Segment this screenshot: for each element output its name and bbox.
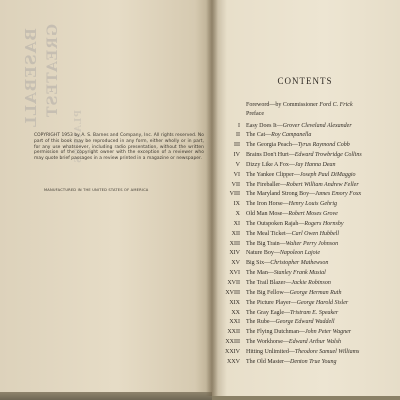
chapter-author: Stanley Frank Musial (273, 270, 326, 277)
chapter-number: VI (233, 171, 240, 178)
chapter-number: XXV (227, 358, 240, 365)
toc-entry (218, 260, 400, 270)
chapter-title: The Rube— (246, 319, 276, 326)
chapter-author: Jackie Robinson (291, 280, 331, 286)
chapter-number: XIX (229, 299, 240, 306)
chapter-title: The Trail Blazer— (246, 280, 292, 286)
chapter-number: XI (233, 220, 240, 227)
toc-entry (218, 310, 400, 320)
page-edge (0, 392, 212, 400)
chapter-title: The Picture Player— (246, 299, 297, 306)
chapter-number: III (234, 142, 240, 149)
chapter-author: Napoleon Lajoie (279, 250, 320, 257)
toc-entry (218, 162, 400, 172)
chapter-author: Edward Arthur Walsh (288, 339, 342, 346)
toc-entry (218, 132, 400, 142)
chapter-number: XVIII (225, 289, 240, 296)
toc-entry (218, 241, 400, 251)
bleed-through-text: PLAYERS (74, 110, 84, 164)
chapter-author: George Edward Waddell (275, 319, 335, 326)
toc-entry (218, 231, 400, 241)
toc-front-matter (246, 101, 353, 119)
chapter-author: Walter Perry Johnson (285, 240, 339, 247)
chapter-title: Nature Boy— (246, 250, 280, 257)
manufactured-line: MANUFACTURED IN THE UNITED STATES OF AMERICA (44, 188, 149, 192)
chapter-title: The Man— (246, 270, 274, 277)
chapter-title: The Yankee Clipper— (246, 171, 300, 178)
chapter-author: George Harold Sisler (296, 299, 349, 306)
toc-entry (218, 329, 400, 339)
chapter-author: Denton True Young (290, 358, 337, 365)
chapter-title: The Big Fellow— (246, 289, 290, 296)
chapter-author: John Peter Wagner (305, 329, 352, 336)
chapter-number: XIV (229, 250, 240, 257)
toc-entry (218, 300, 400, 310)
chapter-author: Robert Moses Grove (288, 211, 338, 218)
chapter-number: XXIV (225, 348, 240, 355)
chapter-number: V (235, 161, 240, 168)
chapter-title: The Gray Eagle— (246, 309, 290, 316)
toc-entry (218, 319, 400, 329)
toc-entry (218, 339, 400, 349)
toc-entry (218, 270, 400, 280)
toc-entry (218, 172, 400, 182)
chapter-number: X (235, 211, 240, 218)
chapter-author: Jay Hanna Dean (294, 161, 336, 168)
toc-entry (218, 201, 400, 211)
foreword-label: Foreword—by Commissioner (246, 102, 320, 108)
chapter-number: XXI (229, 319, 240, 326)
chapter-title: The Outspoken Rajah— (246, 220, 305, 227)
chapter-title: Easy Does It— (246, 122, 283, 129)
chapter-title: The Maryland Strong Boy— (246, 191, 316, 198)
chapter-number: XIII (229, 240, 240, 247)
chapter-title: The Flying Dutchman— (246, 329, 305, 336)
chapter-title: Dizzy Like A Fox— (246, 161, 295, 168)
chapter-author: James Emory Foxx (315, 191, 362, 198)
toc-entry (218, 280, 400, 290)
chapter-number: VIII (229, 191, 240, 198)
toc-entry (218, 250, 400, 260)
chapter-title: Brains Don't Hurt— (246, 152, 295, 159)
toc-entry (218, 152, 400, 162)
chapter-number: XX (231, 309, 240, 316)
toc-entry (218, 221, 400, 231)
toc-entry (218, 123, 400, 133)
chapter-author: Rogers Hornsby (304, 220, 344, 227)
chapter-title: The Georgia Peach— (246, 142, 298, 149)
chapter-title: Old Man Mose— (246, 211, 289, 218)
chapter-author: Henry Louis Gehrig (288, 201, 337, 208)
toc-entry (218, 290, 400, 300)
chapter-title: The Fireballer— (246, 181, 287, 188)
bleed-through-text: BASEBALL (22, 28, 40, 128)
chapter-number: IX (233, 201, 240, 208)
chapter-author: George Herman Ruth (289, 289, 342, 296)
chapter-author: Edward Trowbridge Collins (294, 152, 362, 159)
chapter-author: Theodore Samuel Williams (294, 348, 360, 355)
chapter-author: Roy Campanella (271, 132, 312, 139)
chapter-number: XXIII (225, 339, 240, 346)
toc-entry (218, 191, 400, 201)
toc-entry (218, 142, 400, 152)
foreword-author: Ford C. Frick (319, 102, 353, 108)
chapter-number: IV (233, 152, 240, 159)
chapter-author: Carl Owen Hubbell (291, 230, 340, 237)
chapter-number: XVI (229, 270, 240, 277)
chapter-author: Joseph Paul DiMaggio (299, 171, 356, 178)
chapter-number: XII (231, 230, 240, 237)
table-of-contents (218, 123, 400, 369)
toc-entry (218, 349, 400, 359)
chapter-author: Tyrus Raymond Cobb (297, 142, 350, 149)
foreword-entry (246, 101, 353, 110)
chapter-author: Tristram E. Speaker (289, 309, 339, 316)
chapter-author: Christopher Mathewson (270, 260, 329, 267)
bleed-through-text: GREATEST (45, 24, 61, 118)
chapter-author: Robert William Andrew Feller (286, 181, 359, 188)
toc-entry (218, 359, 400, 369)
chapter-title: The Iron Horse— (246, 201, 289, 208)
chapter-author: Grover Cleveland Alexander (282, 122, 352, 129)
chapter-number: I (238, 122, 240, 129)
chapter-title: The Big Train— (246, 240, 286, 247)
chapter-number: II (236, 132, 240, 139)
chapter-number: VII (231, 181, 240, 188)
chapter-number: XV (231, 260, 240, 267)
toc-entry (218, 182, 400, 192)
chapter-number: XVII (227, 280, 240, 286)
chapter-title: The Cat— (246, 132, 272, 139)
book-gutter (206, 0, 218, 396)
chapter-title: Big Six— (246, 260, 271, 267)
chapter-title: The Old Master— (246, 358, 290, 365)
toc-entry (218, 211, 400, 221)
chapter-number: XXII (227, 329, 240, 336)
preface-entry: Preface (246, 111, 264, 117)
chapter-title: The Meal Ticket— (246, 230, 292, 237)
contents-title: CONTENTS (277, 76, 333, 86)
copyright-notice: COPYRIGHT 1953 by A. S. Barnes and Company, Inc. All rights reserved. No part of this book may be reproduced in any form, either wholly or in part, for any use whatsoever, including radio presentation, without the written permission of the copyright owner with the exception of a reviewer who may quote brief passages in a review printed in a magazine or newspaper. (34, 133, 204, 162)
chapter-title: Hitting Unlimited— (246, 348, 295, 355)
chapter-title: The Workhorse— (246, 339, 289, 346)
